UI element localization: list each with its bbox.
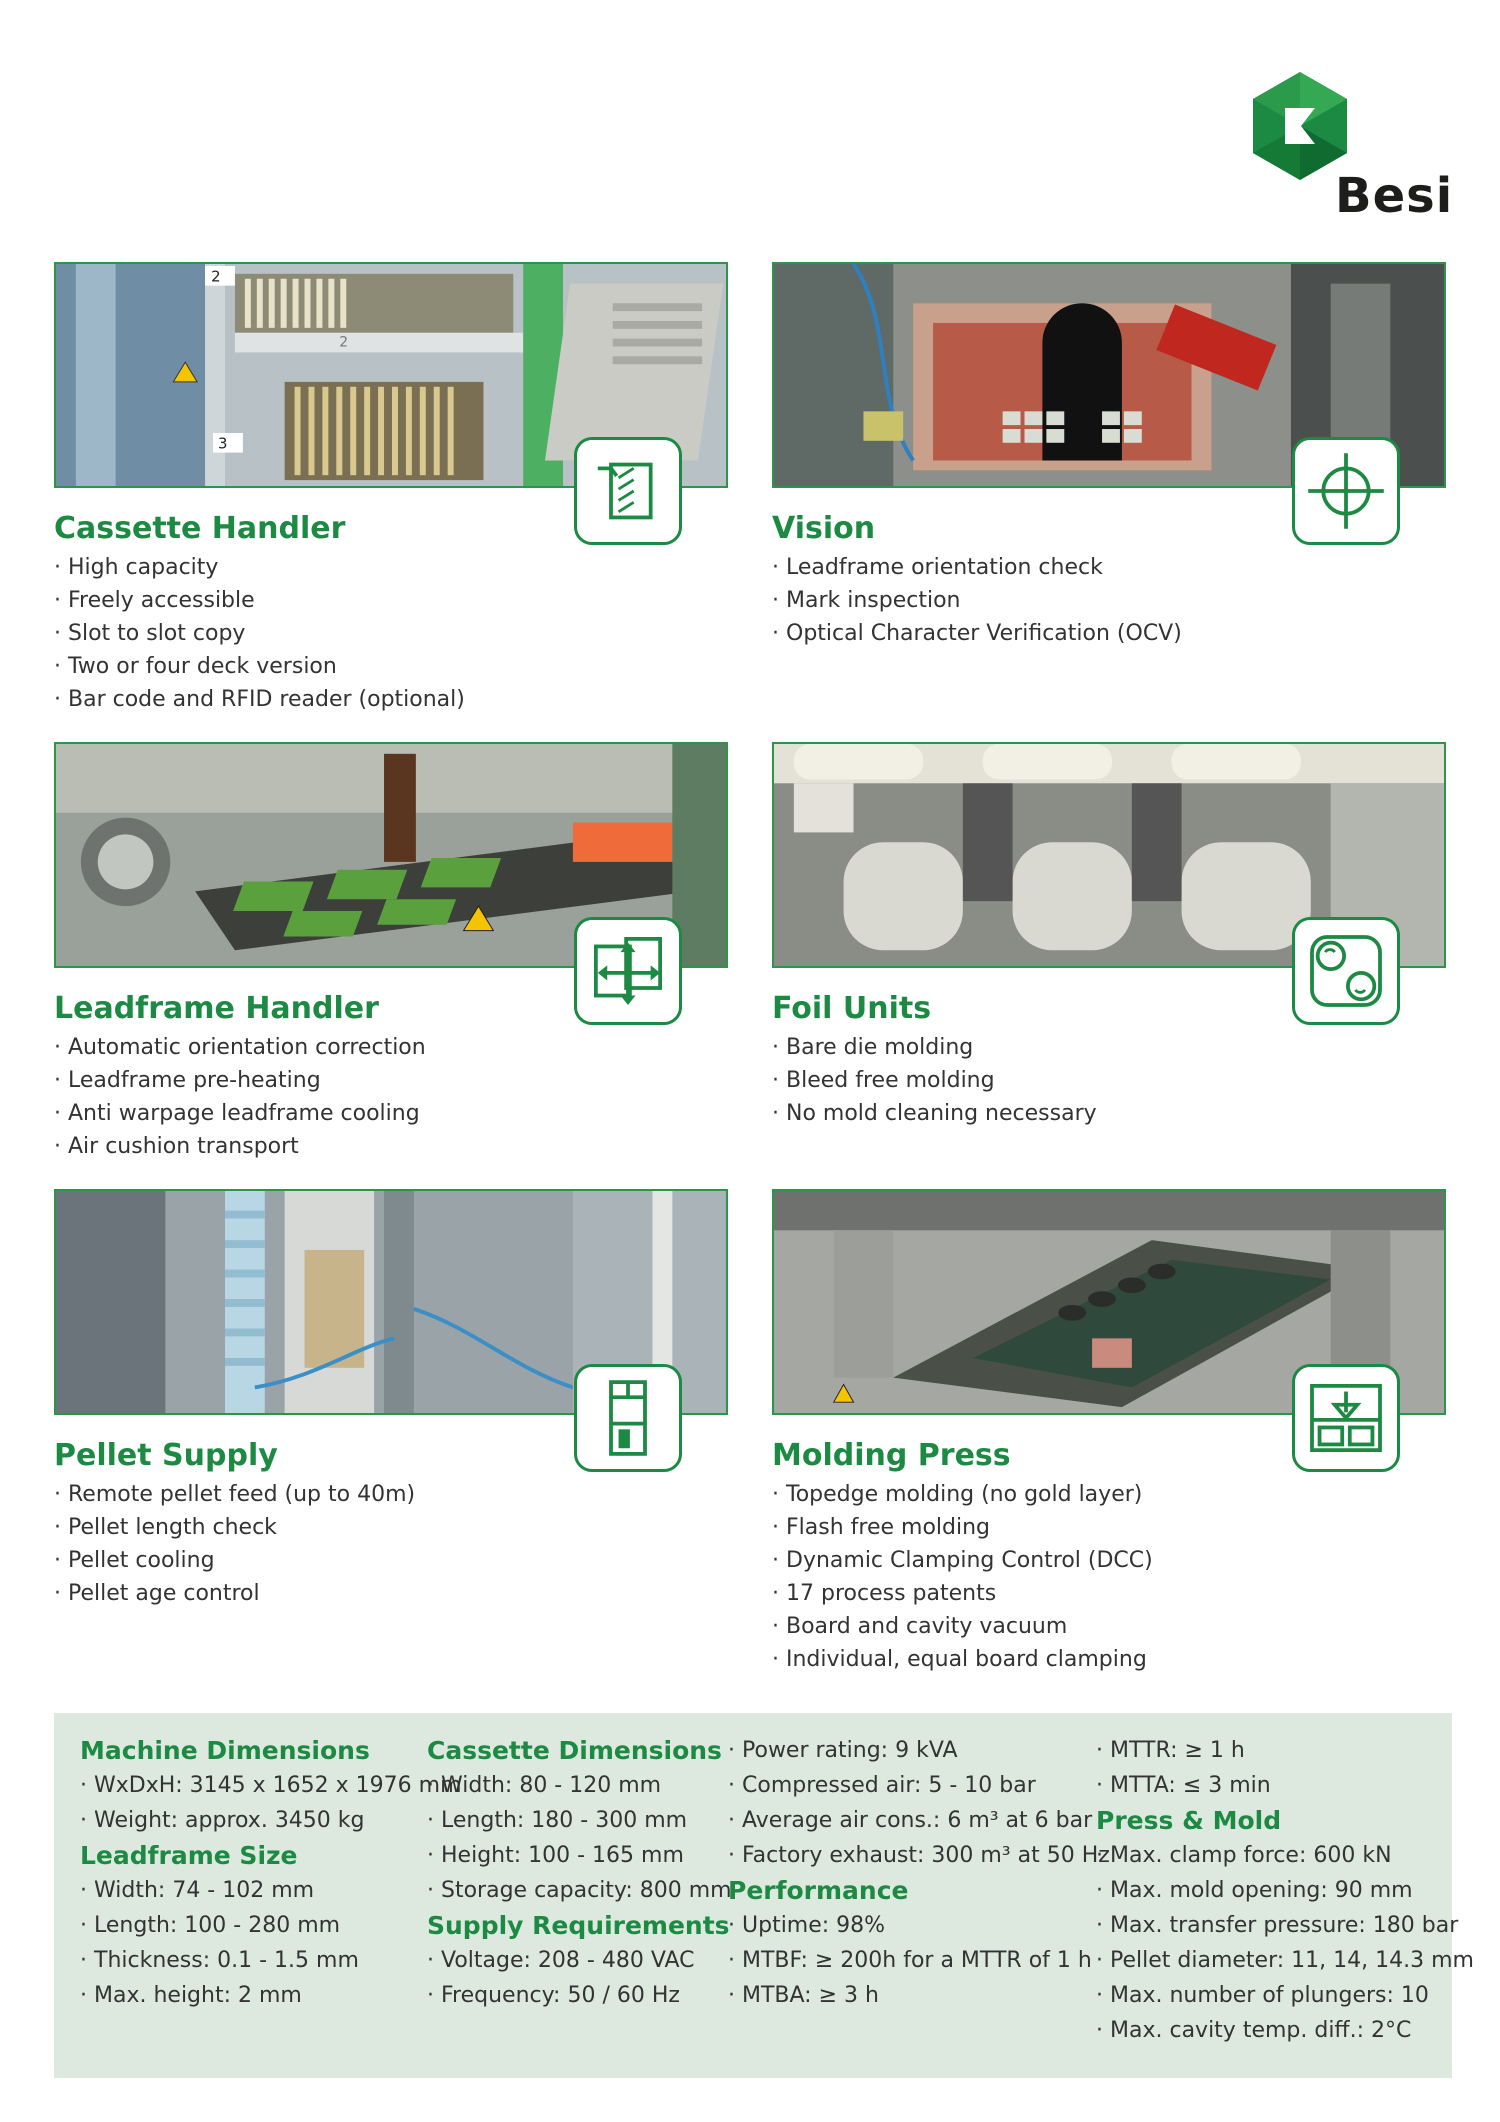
brand-name: Besi [1335, 168, 1454, 224]
specifications-panel [54, 1713, 1474, 2078]
spec-item: · Height: 100 - 165 mm [427, 1838, 732, 1873]
section-title-leadframe-handler: Leadframe Handler [54, 991, 379, 1026]
deck-label-3: 3 [218, 435, 228, 453]
section-title-molding-press: Molding Press [772, 1438, 1011, 1473]
leadframe-handler-features [54, 1031, 426, 1163]
spec-item: · MTTA: ≤ 3 min [1096, 1768, 1474, 1803]
crosshair-icon [1292, 437, 1400, 545]
section-title-foil-units: Foil Units [772, 991, 932, 1026]
feature-item: · Automatic orientation correction [54, 1031, 426, 1064]
feature-item: · Remote pellet feed (up to 40m) [54, 1478, 415, 1511]
specs-column-1 [80, 1733, 462, 2013]
spec-item: · Max. cavity temp. diff.: 2°C [1096, 2013, 1474, 2048]
spec-heading-press-mold: Press & Mold [1096, 1806, 1282, 1835]
vision-features [772, 551, 1182, 650]
spec-item: · Storage capacity: 800 mm [427, 1873, 732, 1908]
feature-item: · Pellet age control [54, 1577, 415, 1610]
spec-item: · Thickness: 0.1 - 1.5 mm [80, 1943, 462, 1978]
cassette-handler-features [54, 551, 465, 716]
feature-item: · Topedge molding (no gold layer) [772, 1478, 1153, 1511]
spec-item: · MTBF: ≥ 200h for a MTTR of 1 h [728, 1943, 1110, 1978]
feature-item: · Pellet cooling [54, 1544, 415, 1577]
spec-item: · Compressed air: 5 - 10 bar [728, 1768, 1110, 1803]
feature-item: · Freely accessible [54, 584, 465, 617]
spec-item: · Max. clamp force: 600 kN [1096, 1838, 1474, 1873]
molding-press-features [772, 1478, 1153, 1676]
spec-heading-supply-requirements: Supply Requirements [427, 1911, 730, 1940]
feature-item: · Mark inspection [772, 584, 1182, 617]
spec-item: · Average air cons.: 6 m³ at 6 bar [728, 1803, 1110, 1838]
feature-item: · Bar code and RFID reader (optional) [54, 683, 465, 716]
spec-item: · Frequency: 50 / 60 Hz [427, 1978, 732, 2013]
spec-item: · Pellet diameter: 11, 14, 14.3 mm [1096, 1943, 1474, 1978]
spec-item: · Max. transfer pressure: 180 bar [1096, 1908, 1474, 1943]
spec-heading-cassette-dimensions: Cassette Dimensions [427, 1736, 722, 1765]
cassette-icon [574, 437, 682, 545]
foil-rolls-icon [1292, 917, 1400, 1025]
spec-item: · Max. mold opening: 90 mm [1096, 1873, 1474, 1908]
section-title-vision: Vision [772, 511, 876, 546]
feature-item: · High capacity [54, 551, 465, 584]
spec-heading-machine-dimensions: Machine Dimensions [80, 1736, 370, 1765]
spec-item: · MTTR: ≥ 1 h [1096, 1733, 1474, 1768]
spec-item: · Factory exhaust: 300 m³ at 50 Hz [728, 1838, 1110, 1873]
spec-item: · WxDxH: 3145 x 1652 x 1976 mm [80, 1768, 462, 1803]
feature-item: · 17 process patents [772, 1577, 1153, 1610]
spec-item: · MTBA: ≥ 3 h [728, 1978, 1110, 2013]
feature-item: · Leadframe orientation check [772, 551, 1182, 584]
feature-item: · Air cushion transport [54, 1130, 426, 1163]
section-title-pellet-supply: Pellet Supply [54, 1438, 278, 1473]
specs-column-2 [427, 1733, 732, 2013]
spec-item: · Length: 180 - 300 mm [427, 1803, 732, 1838]
feature-item: · Board and cavity vacuum [772, 1610, 1153, 1643]
specs-column-4 [1096, 1733, 1474, 2048]
spec-item: · Weight: approx. 3450 kg [80, 1803, 462, 1838]
feature-item: · Leadframe pre-heating [54, 1064, 426, 1097]
spec-item: · Power rating: 9 kVA [728, 1733, 1110, 1768]
besi-logo [1245, 70, 1454, 224]
feature-item: · Slot to slot copy [54, 617, 465, 650]
move-arrows-icon [574, 917, 682, 1025]
pellet-tube-icon [574, 1364, 682, 1472]
section-title-cassette-handler: Cassette Handler [54, 511, 346, 546]
feature-item: · Anti warpage leadframe cooling [54, 1097, 426, 1130]
feature-item: · Optical Character Verification (OCV) [772, 617, 1182, 650]
specs-column-3 [728, 1733, 1110, 2013]
spec-item: · Max. height: 2 mm [80, 1978, 462, 2013]
spec-item: · Width: 80 - 120 mm [427, 1768, 732, 1803]
spec-heading-performance: Performance [728, 1876, 909, 1905]
feature-item: · Dynamic Clamping Control (DCC) [772, 1544, 1153, 1577]
pellet-supply-features [54, 1478, 415, 1610]
besi-logo-mark [1245, 70, 1355, 180]
press-icon [1292, 1364, 1400, 1472]
deck-label-2b: 2 [339, 334, 349, 351]
spec-heading-leadframe-size: Leadframe Size [80, 1841, 298, 1870]
spec-item: · Width: 74 - 102 mm [80, 1873, 462, 1908]
feature-item: · Flash free molding [772, 1511, 1153, 1544]
spec-item: · Voltage: 208 - 480 VAC [427, 1943, 732, 1978]
spec-item: · Uptime: 98% [728, 1908, 1110, 1943]
deck-label-2: 2 [211, 268, 221, 286]
spec-item: · Max. number of plungers: 10 [1096, 1978, 1474, 2013]
foil-units-features [772, 1031, 1097, 1130]
feature-item: · No mold cleaning necessary [772, 1097, 1097, 1130]
spec-item: · Length: 100 - 280 mm [80, 1908, 462, 1943]
feature-item: · Individual, equal board clamping [772, 1643, 1153, 1676]
feature-item: · Two or four deck version [54, 650, 465, 683]
feature-item: · Bleed free molding [772, 1064, 1097, 1097]
feature-item: · Bare die molding [772, 1031, 1097, 1064]
feature-item: · Pellet length check [54, 1511, 415, 1544]
